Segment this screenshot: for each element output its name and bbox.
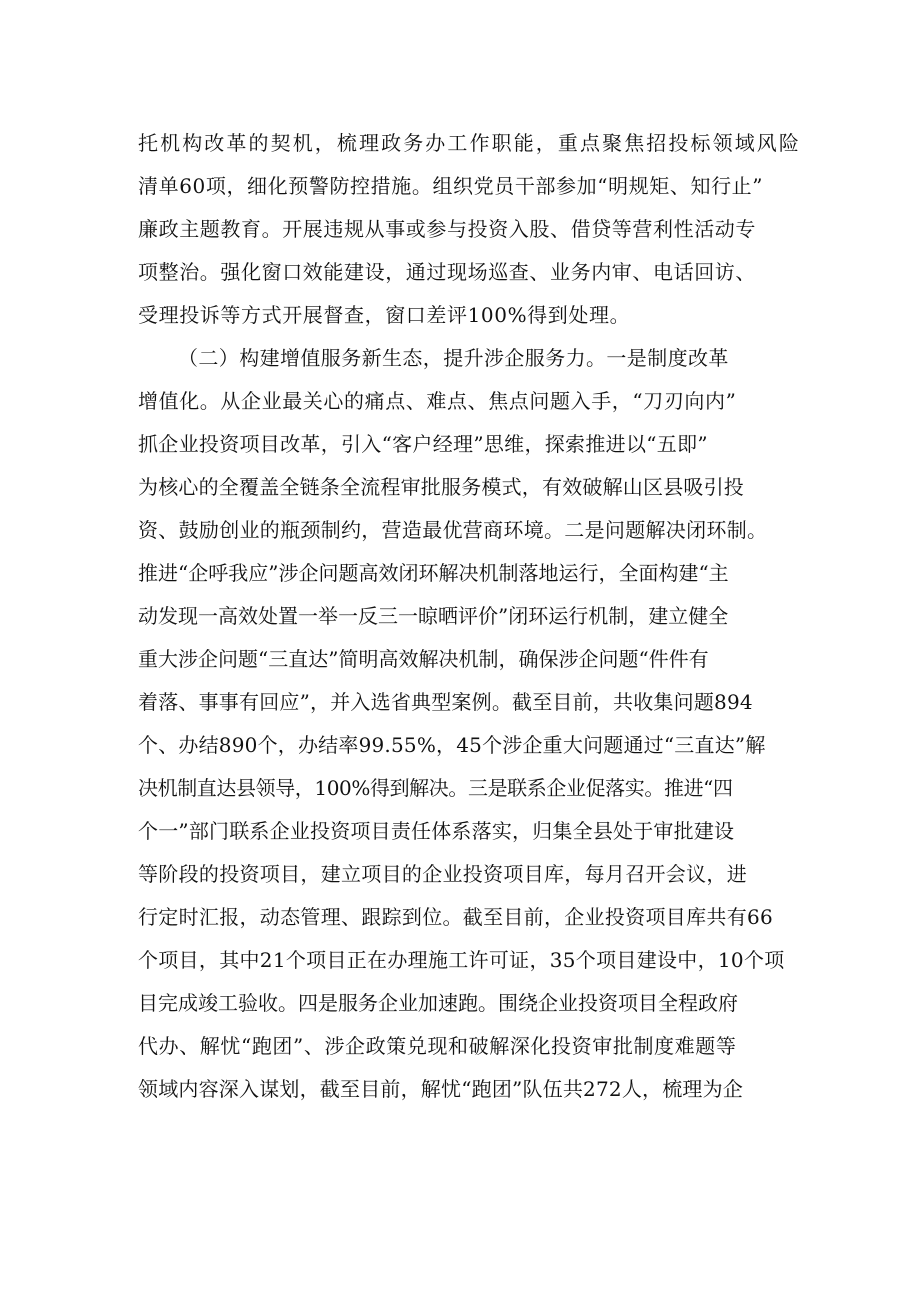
paragraph-line: 项整治。强化窗口效能建设，通过现场巡查、业务内审、电话回访、 (138, 260, 756, 284)
paragraph-line: 目完成竣工验收。四是服务企业加速跑。围绕企业投资项目全程政府 (138, 991, 738, 1015)
paragraph-line: 为核心的全覆盖全链条全流程审批服务模式，有效破解山区县吸引投 (138, 475, 744, 499)
paragraph-line: 推进“企呼我应”涉企问题高效闭环解决机制落地运行，全面构建“主 (138, 561, 729, 585)
paragraph-line: 资、鼓励创业的瓶颈制约，营造最优营商环境。二是问题解决闭环制。 (138, 518, 768, 542)
paragraph-line: 个项目，其中21个项目正在办理施工许可证，35个项目建设中，10个项 (138, 948, 785, 972)
paragraph-line: 等阶段的投资项目，建立项目的企业投资项目库，每月召开会议，进 (138, 862, 747, 886)
paragraph-line: 代办、解忧“跑团”、涉企政策兑现和破解深化投资审批制度难题等 (138, 1034, 737, 1058)
paragraph-line: 清单60项，细化预警防控措施。组织党员干部参加“明规矩、知行止” (138, 174, 764, 198)
paragraph-line: 领域内容深入谋划，截至目前，解忧“跑团”队伍共272人，梳理为企 (138, 1077, 744, 1101)
paragraph-line: 受理投诉等方式开展督查，窗口差评100%得到处理。 (138, 303, 631, 327)
paragraph-line: 着落、事事有回应”，并入选省典型案例。截至目前，共收集问题894 (138, 690, 753, 714)
paragraph-line: 动发现一高效处置一举一反三一晾晒评价”闭环运行机制，建立健全 (138, 604, 729, 628)
paragraph-line: 托机构改革的契机，梳理政务办工作职能，重点聚焦招投标领域风险 (138, 131, 801, 155)
paragraph-line: 决机制直达县领导，100%得到解决。三是联系企业促落实。推进“四 (138, 776, 733, 800)
paragraph-line: 行定时汇报，动态管理、跟踪到位。截至目前，企业投资项目库共有66 (138, 905, 774, 929)
paragraph-line: 个一”部门联系企业投资项目责任体系落实，归集全县处于审批建设 (138, 819, 735, 843)
paragraph-line: 个、办结890个，办结率99.55%，45个涉企重大问题通过“三直达”解 (138, 733, 766, 757)
paragraph-line: 重大涉企问题“三直达”简明高效解决机制，确保涉企问题“件件有 (138, 647, 709, 671)
paragraph-line: 抓企业投资项目改革，引入“客户经理”思维，探索推进以“五即” (138, 432, 708, 456)
paragraph-line: 廉政主题教育。开展违规从事或参与投资入股、借贷等营利性活动专 (138, 217, 756, 241)
paragraph-line: 增值化。从企业最关心的痛点、难点、焦点问题入手，“刀刃向内” (138, 389, 737, 413)
section-heading-line: （二）构建增值服务新生态，提升涉企服务力。一是制度改革 (178, 346, 729, 370)
